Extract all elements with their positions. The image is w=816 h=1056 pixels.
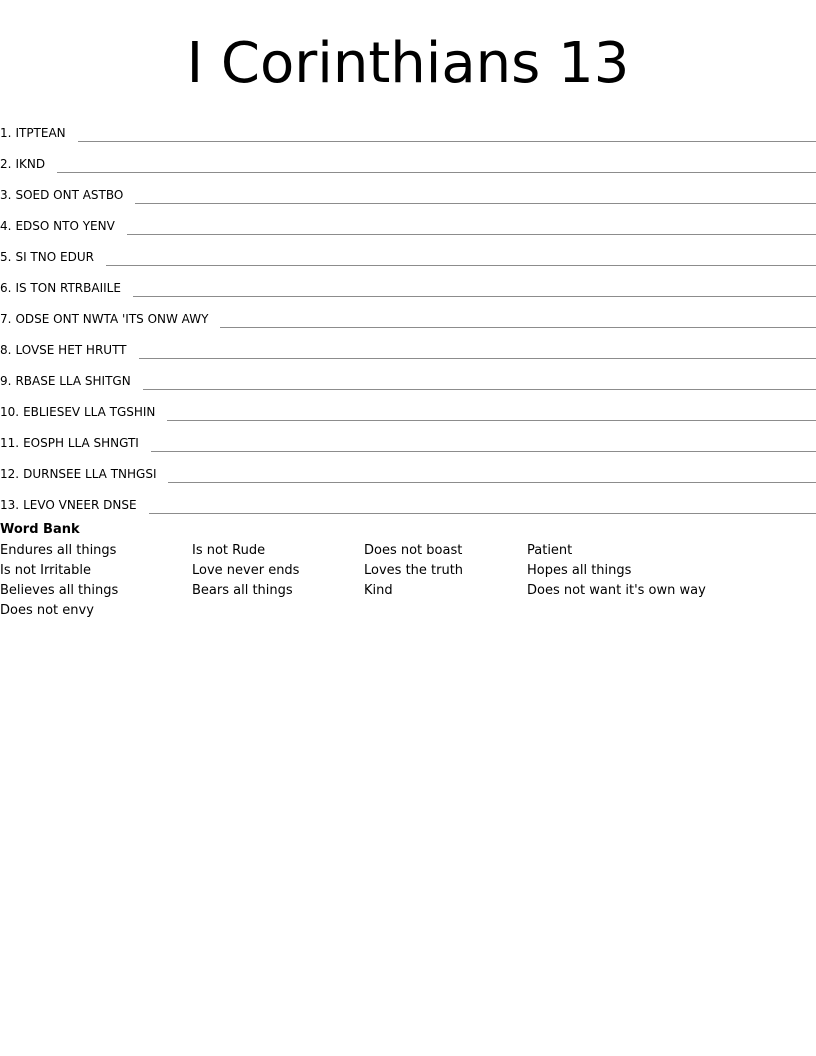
word-bank-item: Is not Irritable [0, 563, 91, 578]
question-number: 7. [0, 312, 12, 326]
question-row [0, 422, 816, 453]
word-bank-item: Does not want it's own way [527, 583, 706, 598]
scrambled-word: SI TNO EDUR [15, 250, 94, 264]
question-row [0, 112, 816, 143]
answer-line[interactable] [139, 344, 816, 359]
question-row [0, 174, 816, 205]
word-bank-item: Patient [527, 543, 573, 558]
question-row [0, 267, 816, 298]
question-number: 1. [0, 126, 12, 140]
scrambled-word: RBASE LLA SHITGN [15, 374, 131, 388]
word-bank-title: Word Bank [0, 522, 80, 537]
word-bank-item: Endures all things [0, 543, 117, 558]
question-number: 4. [0, 219, 12, 233]
word-bank [0, 541, 816, 621]
answer-line[interactable] [133, 282, 816, 297]
word-bank-item: Love never ends [192, 563, 300, 578]
answer-line[interactable] [220, 313, 816, 328]
word-bank-item: Believes all things [0, 583, 119, 598]
scrambled-word: ODSE ONT NWTA 'ITS ONW AWY [15, 312, 209, 326]
word-bank-item: Is not Rude [192, 543, 266, 558]
answer-line[interactable] [127, 220, 816, 235]
question-number: 6. [0, 281, 12, 295]
answer-line[interactable] [106, 251, 816, 266]
question-row [0, 391, 816, 422]
word-bank-item: Kind [364, 583, 393, 598]
question-number: 2. [0, 157, 12, 171]
answer-line[interactable] [135, 189, 816, 204]
word-bank-item: Bears all things [192, 583, 293, 598]
answer-line[interactable] [149, 499, 816, 514]
question-row [0, 360, 816, 391]
question-number: 9. [0, 374, 12, 388]
answer-line[interactable] [151, 437, 816, 452]
question-row [0, 143, 816, 174]
scrambled-word: EDSO NTO YENV [15, 219, 115, 233]
question-row [0, 453, 816, 484]
scrambled-word: LOVSE HET HRUTT [15, 343, 127, 357]
question-row [0, 484, 816, 515]
answer-line[interactable] [167, 406, 816, 421]
word-bank-item: Loves the truth [364, 563, 464, 578]
scrambled-word: SOED ONT ASTBO [15, 188, 124, 202]
question-number: 12. [0, 467, 20, 481]
question-number: 10. [0, 405, 20, 419]
answer-line[interactable] [57, 158, 816, 173]
scrambled-word: ITPTEAN [15, 126, 66, 140]
scrambled-word: IS TON RTRBAIILE [15, 281, 121, 295]
question-number: 8. [0, 343, 12, 357]
question-number: 3. [0, 188, 12, 202]
word-bank-item: Does not boast [364, 543, 463, 558]
answer-line[interactable] [78, 127, 816, 142]
worksheet-title: I Corinthians 13 [186, 31, 630, 96]
word-bank-item: Hopes all things [527, 563, 632, 578]
scrambled-word: EBLIESEV LLA TGSHIN [23, 405, 156, 419]
scrambled-word: IKND [15, 157, 46, 171]
question-number: 11. [0, 436, 20, 450]
question-row [0, 236, 816, 267]
question-number: 13. [0, 498, 20, 512]
question-row [0, 329, 816, 360]
answer-line[interactable] [143, 375, 816, 390]
word-bank-item: Does not envy [0, 603, 94, 618]
scrambled-word: LEVO VNEER DNSE [23, 498, 137, 512]
question-number: 5. [0, 250, 12, 264]
scrambled-word: DURNSEE LLA TNHGSI [23, 467, 157, 481]
answer-line[interactable] [168, 468, 816, 483]
question-row [0, 205, 816, 236]
scrambled-word: EOSPH LLA SHNGTI [23, 436, 139, 450]
question-list [0, 112, 816, 515]
question-row [0, 298, 816, 329]
